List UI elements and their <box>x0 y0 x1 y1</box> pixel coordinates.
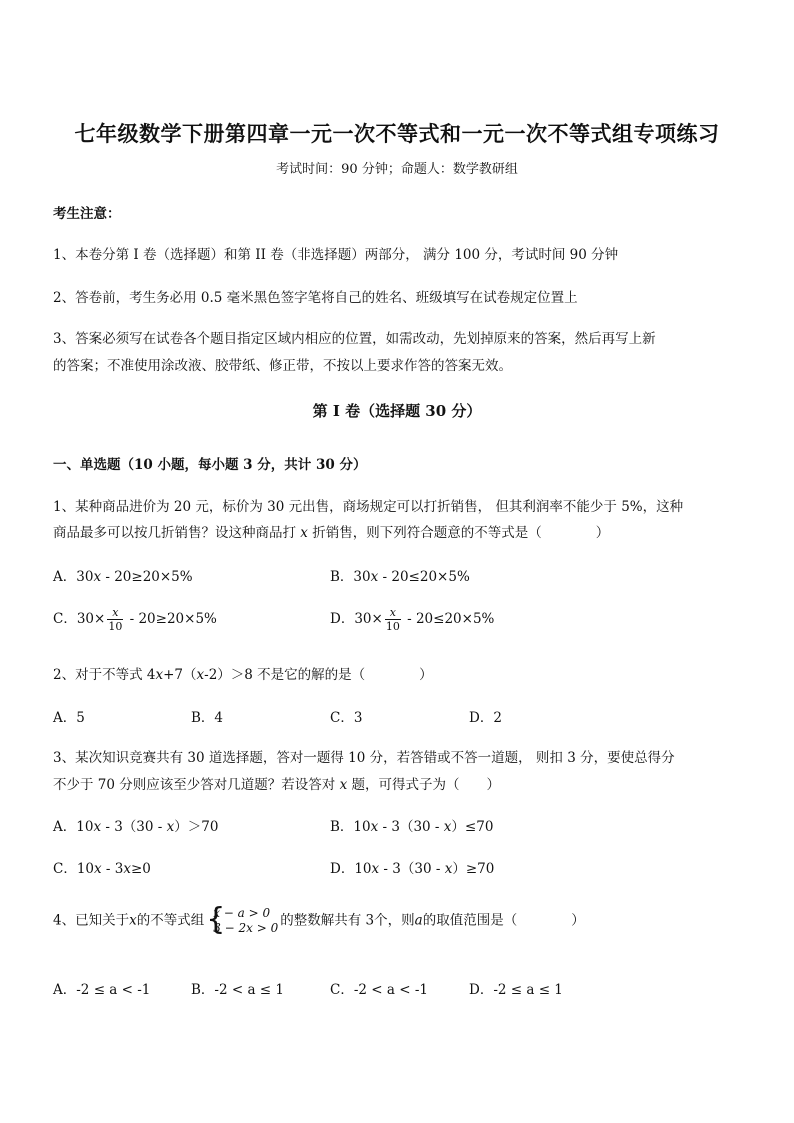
q1-d-den: 10 <box>385 620 400 633</box>
notice-heading: 考生注意： <box>53 206 121 222</box>
q4-option-c[interactable]: C．-2 < a < -1 <box>330 982 428 998</box>
q4-inequality-system <box>206 902 279 937</box>
q3-a-3: ）＞70 <box>174 819 219 835</box>
q1-var: x <box>300 525 308 541</box>
q3-var: x <box>339 777 348 793</box>
q3-option-d[interactable] <box>330 857 494 877</box>
q4-var-a: a <box>414 912 423 929</box>
q3-option-c[interactable] <box>53 857 151 877</box>
q2-option-d[interactable]: D．2 <box>469 710 502 726</box>
q3-option-b[interactable] <box>330 815 493 835</box>
notice-item-3: 3、答案必须写在试卷各个题目指定区域内相应的位置，如需改动，先划掉原来的答案，然后再写上新 <box>53 331 656 347</box>
q2-text-b: +7（ <box>163 667 197 683</box>
q3-b-2: - 3（30 - <box>378 819 444 835</box>
q2-text-a: 2、对于不等式 4 <box>53 667 156 683</box>
q3-b-var2: x <box>443 819 452 835</box>
q3-c-2: - 3 <box>101 861 124 877</box>
q1-c-fraction <box>107 606 123 633</box>
q4-var-x: x <box>129 912 137 929</box>
section-title: 第 I 卷（选择题 30 分） <box>312 402 482 420</box>
q1-option-b[interactable] <box>330 565 470 585</box>
part-heading: 一、单选题（10 小题，每小题 3 分，共计 30 分） <box>53 457 367 473</box>
q4-text-a: 4、已知关于 <box>53 912 130 929</box>
q3-d-var1: x <box>371 861 380 877</box>
q1-text: 商品最多可以按几折销售？设这种商品打 <box>53 525 301 541</box>
q1-option-a[interactable] <box>53 565 193 585</box>
q4-option-d[interactable]: D．-2 ≤ a ≤ 1 <box>469 982 563 998</box>
q3-c-var2: x <box>123 861 131 877</box>
q4-text-c: 的整数解共有 3个，则 <box>280 912 415 929</box>
q3-b-var1: x <box>370 819 379 835</box>
q4-option-a[interactable]: A．-2 ≤ a < -1 <box>53 982 151 998</box>
q1-stem-line2 <box>53 521 609 541</box>
q2-option-c[interactable]: C．3 <box>330 710 363 726</box>
q1-a-rest: - 20≥20×5% <box>101 569 193 585</box>
q4-text-d: 的取值范围是（ ） <box>422 912 585 929</box>
q3-a-2: - 3（30 - <box>101 819 167 835</box>
q3-stem-line2 <box>53 773 500 793</box>
q3-a-1: A．10 <box>53 819 94 835</box>
q3-c-1: C．10 <box>53 861 95 877</box>
q1-text-end: 折销售，则下列符合题意的不等式是（ ） <box>307 525 610 541</box>
q1-c-rest: - 20≥20×5% <box>125 611 217 627</box>
q1-c-num: x <box>107 606 123 620</box>
q3-d-3: ）≥70 <box>452 861 495 877</box>
q3-stem-line1: 3、某次知识竞赛共有 30 道选择题，答对一题得 10 分，若答错或不答一道题， 则扣 3 分，要使总得分 <box>53 750 675 766</box>
q3-d-var2: x <box>444 861 453 877</box>
q3-c-3: ≥0 <box>131 861 151 877</box>
q1-c-den: 10 <box>108 620 123 633</box>
q2-stem <box>53 663 433 683</box>
q1-stem-line1: 1、某种商品进价为 20 元，标价为 30 元出售，商场规定可以打折销售， 但其利润率不能少于 5%，这种 <box>53 499 684 515</box>
q2-option-b[interactable]: B．4 <box>191 710 224 726</box>
page-title: 七年级数学下册第四章一元一次不等式和一元一次不等式组专项练习 <box>74 121 720 146</box>
q4-system-row1: x − a > 0 <box>213 906 271 920</box>
q3-d-1: D．10 <box>330 861 372 877</box>
q3-option-a[interactable] <box>53 815 218 835</box>
q4-text-b: 的不等式组 <box>136 912 205 929</box>
q1-b-label: B．30 <box>330 569 371 585</box>
q3-b-3: ）≤70 <box>451 819 494 835</box>
q2-var2: x <box>196 667 205 683</box>
q1-d-num: x <box>385 606 401 620</box>
q1-option-d[interactable] <box>330 606 494 633</box>
q1-b-var: x <box>370 569 379 585</box>
q4-option-b[interactable]: B．-2 < a ≤ 1 <box>191 982 284 998</box>
notice-item-3-cont: 的答案；不准使用涂改液、胶带纸、修正带，不按以上要求作答的答案无效。 <box>53 358 512 374</box>
q2-text-c: -2）＞8 不是它的解的是（ ） <box>204 667 433 683</box>
q1-option-c[interactable] <box>53 606 217 633</box>
q1-d-fraction <box>385 606 401 633</box>
q1-a-var: x <box>93 569 102 585</box>
notice-item-2: 2、答卷前，考生务必用 0.5 毫米黑色签字笔将自己的姓名、班级填写在试卷规定位置上 <box>53 290 578 306</box>
q1-d-rest: - 20≤20×5% <box>402 611 495 627</box>
q3-a-var1: x <box>93 819 102 835</box>
q1-b-rest: - 20≤20×5% <box>378 569 470 585</box>
page-subtitle: 考试时间：90 分钟；命题人：数学教研组 <box>276 162 518 177</box>
q3-b-1: B．10 <box>330 819 371 835</box>
q2-option-a[interactable]: A．5 <box>53 710 85 726</box>
q2-var1: x <box>155 667 164 683</box>
q3-text-end: 题，可得式子为（ ） <box>347 777 500 793</box>
q3-c-var1: x <box>94 861 102 877</box>
q1-c-label: C．30× <box>53 611 106 627</box>
notice-item-1: 1、本卷分第 I 卷（选择题）和第 II 卷（非选择题）两部分， 满分 100 分，考试时间 90 分钟 <box>53 247 619 263</box>
q4-system-row2: 3 − 2x > 0 <box>213 921 279 935</box>
brace-icon: { <box>206 902 226 937</box>
q3-a-var2: x <box>166 819 175 835</box>
q1-d-label: D．30× <box>330 611 383 627</box>
q3-d-2: - 3（30 - <box>379 861 445 877</box>
q4-stem <box>53 902 585 937</box>
q3-text: 不少于 70 分则应该至少答对几道题？若设答对 <box>53 777 340 793</box>
q1-a-label: A．30 <box>53 569 94 585</box>
